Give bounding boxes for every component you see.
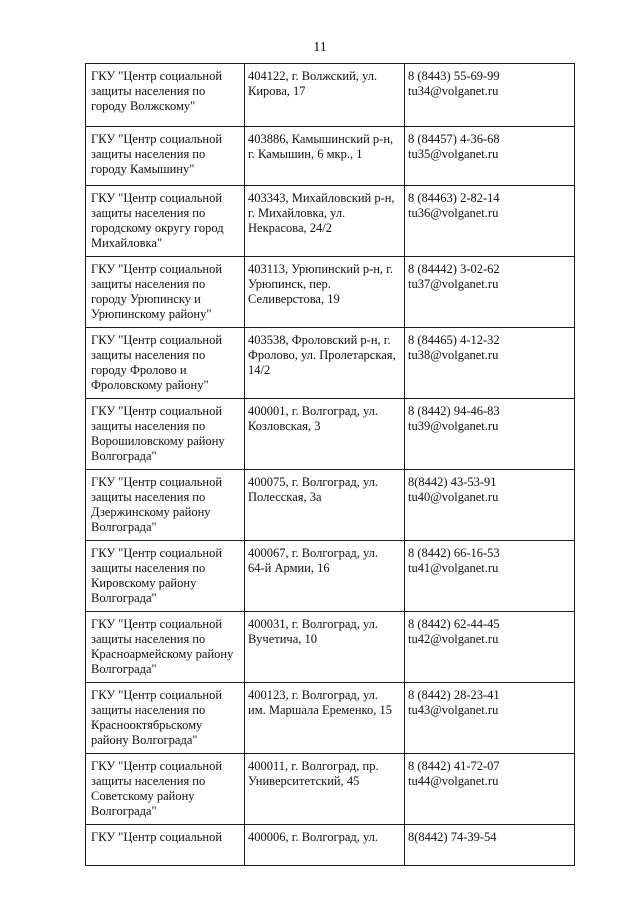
institution-name-line: Ворошиловскому району bbox=[91, 434, 225, 448]
address-line: 64-й Армии, 16 bbox=[248, 561, 330, 575]
institutions-table bbox=[85, 63, 575, 866]
contacts-cell bbox=[405, 754, 575, 825]
address-line: г. Михайловка, ул. bbox=[248, 206, 346, 220]
institution-name-line: Волгограда" bbox=[91, 449, 157, 463]
page-number: 11 bbox=[313, 40, 327, 55]
contacts-cell bbox=[405, 186, 575, 257]
address-line: 403886, Камышинский р-н, bbox=[248, 132, 394, 146]
contact-line: tu42@volganet.ru bbox=[408, 632, 499, 646]
contact-line: tu44@volganet.ru bbox=[408, 774, 499, 788]
address-line: 404122, г. Волжский, ул. bbox=[248, 69, 378, 83]
contact-line: 8 (84463) 2-82-14 bbox=[408, 191, 500, 205]
contact-line: 8(8442) 43-53-91 bbox=[408, 475, 497, 489]
address-line: 400031, г. Волгоград, ул. bbox=[248, 617, 379, 631]
institution-name-line: Краснооктябрьскому bbox=[91, 718, 203, 732]
contacts-cell bbox=[405, 825, 575, 866]
institutions-table-wrapper bbox=[85, 63, 575, 905]
address-line: 400001, г. Волгоград, ул. bbox=[248, 404, 379, 418]
institution-name-line: защиты населения по bbox=[91, 348, 206, 362]
table-row bbox=[86, 612, 575, 683]
address-cell bbox=[245, 328, 405, 399]
institution-name-line: Волгограда" bbox=[91, 804, 157, 818]
contact-line: tu38@volganet.ru bbox=[408, 348, 499, 362]
table-row bbox=[86, 64, 575, 127]
institution-name-line: защиты населения по bbox=[91, 561, 206, 575]
address-line: 400006, г. Волгоград, ул. bbox=[248, 830, 379, 844]
institution-name-cell bbox=[86, 470, 245, 541]
contact-line: 8 (8442) 62-44-45 bbox=[408, 617, 500, 631]
address-line: Полесская, 3а bbox=[248, 490, 322, 504]
institution-name-cell bbox=[86, 683, 245, 754]
contact-line: tu39@volganet.ru bbox=[408, 419, 499, 433]
institution-name-cell bbox=[86, 64, 245, 127]
institution-name-cell bbox=[86, 612, 245, 683]
contact-line: 8 (84465) 4-12-32 bbox=[408, 333, 500, 347]
address-line: Фролово, ул. Пролетарская, bbox=[248, 348, 396, 362]
address-cell bbox=[245, 64, 405, 127]
institution-name-line: защиты населения по bbox=[91, 703, 206, 717]
institution-name-line: ГКУ "Центр социальной bbox=[91, 404, 223, 418]
address-cell bbox=[245, 257, 405, 328]
institution-name-line: защиты населения по bbox=[91, 277, 206, 291]
table-row bbox=[86, 186, 575, 257]
address-cell bbox=[245, 127, 405, 186]
address-cell bbox=[245, 470, 405, 541]
address-cell bbox=[245, 399, 405, 470]
contacts-cell bbox=[405, 127, 575, 186]
contact-line: tu43@volganet.ru bbox=[408, 703, 499, 717]
contacts-cell bbox=[405, 64, 575, 127]
contact-line: tu41@volganet.ru bbox=[408, 561, 499, 575]
address-line: 403113, Урюпинский р-н, г. bbox=[248, 262, 394, 276]
institutions-table-body bbox=[86, 64, 575, 866]
institution-name-cell bbox=[86, 328, 245, 399]
institution-name-line: городу Волжскому" bbox=[91, 99, 196, 113]
institution-name-line: Волгограда" bbox=[91, 591, 157, 605]
address-cell bbox=[245, 186, 405, 257]
institution-name-cell bbox=[86, 825, 245, 866]
address-line: Урюпинск, пер. bbox=[248, 277, 331, 291]
contacts-cell bbox=[405, 399, 575, 470]
table-row bbox=[86, 470, 575, 541]
contact-line: tu36@volganet.ru bbox=[408, 206, 499, 220]
institution-name-line: защиты населения по bbox=[91, 774, 206, 788]
address-line: 403538, Фроловский р-н, г. bbox=[248, 333, 391, 347]
table-row bbox=[86, 399, 575, 470]
address-line: им. Маршала Еременко, 15 bbox=[248, 703, 392, 717]
address-cell bbox=[245, 754, 405, 825]
institution-name-line: Советскому району bbox=[91, 789, 195, 803]
institution-name-line: району Волгограда" bbox=[91, 733, 198, 747]
institution-name-line: защиты населения по bbox=[91, 84, 206, 98]
contacts-cell bbox=[405, 683, 575, 754]
address-line: 400067, г. Волгоград, ул. bbox=[248, 546, 379, 560]
institution-name-line: защиты населения по bbox=[91, 632, 206, 646]
institution-name-line: Дзержинскому району bbox=[91, 505, 211, 519]
institution-name-line: ГКУ "Центр социальной bbox=[91, 69, 223, 83]
institution-name-line: защиты населения по bbox=[91, 147, 206, 161]
institution-name-line: Красноармейскому району bbox=[91, 647, 234, 661]
address-line: 14/2 bbox=[248, 363, 271, 377]
contacts-cell bbox=[405, 257, 575, 328]
institution-name-line: ГКУ "Центр социальной bbox=[91, 262, 223, 276]
institution-name-line: защиты населения по bbox=[91, 206, 206, 220]
contact-line: 8(8442) 74-39-54 bbox=[408, 830, 497, 844]
contact-line: 8 (8442) 41-72-07 bbox=[408, 759, 500, 773]
contact-line: 8 (84442) 3-02-62 bbox=[408, 262, 500, 276]
institution-name-cell bbox=[86, 186, 245, 257]
institution-name-line: защиты населения по bbox=[91, 490, 206, 504]
institution-name-line: городу Камышину" bbox=[91, 162, 195, 176]
address-line: Вучетича, 10 bbox=[248, 632, 317, 646]
institution-name-line: ГКУ "Центр социальной bbox=[91, 830, 223, 844]
institution-name-line: ГКУ "Центр социальной bbox=[91, 333, 223, 347]
address-cell bbox=[245, 683, 405, 754]
address-line: Козловская, 3 bbox=[248, 419, 321, 433]
address-line: Некрасова, 24/2 bbox=[248, 221, 333, 235]
contact-line: tu35@volganet.ru bbox=[408, 147, 499, 161]
contact-line: 8 (8443) 55-69-99 bbox=[408, 69, 500, 83]
contact-line: 8 (8442) 94-46-83 bbox=[408, 404, 500, 418]
address-line: 400075, г. Волгоград, ул. bbox=[248, 475, 379, 489]
institution-name-line: ГКУ "Центр социальной bbox=[91, 688, 223, 702]
contact-line: 8 (8442) 66-16-53 bbox=[408, 546, 500, 560]
address-cell bbox=[245, 825, 405, 866]
institution-name-line: защиты населения по bbox=[91, 419, 206, 433]
address-line: 403343, Михайловский р-н, bbox=[248, 191, 395, 205]
address-line: Селиверстова, 19 bbox=[248, 292, 340, 306]
address-line: г. Камышин, 6 мкр., 1 bbox=[248, 147, 363, 161]
institution-name-cell bbox=[86, 754, 245, 825]
institution-name-line: ГКУ "Центр социальной bbox=[91, 475, 223, 489]
contacts-cell bbox=[405, 541, 575, 612]
address-line: Кирова, 17 bbox=[248, 84, 306, 98]
table-row bbox=[86, 257, 575, 328]
institution-name-line: ГКУ "Центр социальной bbox=[91, 546, 223, 560]
address-cell bbox=[245, 541, 405, 612]
address-line: 400123, г. Волгоград, ул. bbox=[248, 688, 379, 702]
table-row bbox=[86, 825, 575, 866]
table-row bbox=[86, 541, 575, 612]
institution-name-cell bbox=[86, 127, 245, 186]
address-cell bbox=[245, 612, 405, 683]
contact-line: tu40@volganet.ru bbox=[408, 490, 499, 504]
table-row bbox=[86, 754, 575, 825]
institution-name-line: ГКУ "Центр социальной bbox=[91, 191, 223, 205]
institution-name-line: ГКУ "Центр социальной bbox=[91, 617, 223, 631]
institution-name-line: городскому округу город bbox=[91, 221, 224, 235]
contact-line: 8 (8442) 28-23-41 bbox=[408, 688, 500, 702]
institution-name-line: городу Урюпинску и bbox=[91, 292, 201, 306]
table-row bbox=[86, 127, 575, 186]
contact-line: tu34@volganet.ru bbox=[408, 84, 499, 98]
institution-name-line: ГКУ "Центр социальной bbox=[91, 759, 223, 773]
institution-name-line: Волгограда" bbox=[91, 662, 157, 676]
institution-name-cell bbox=[86, 257, 245, 328]
institution-name-line: ГКУ "Центр социальной bbox=[91, 132, 223, 146]
contact-line: tu37@volganet.ru bbox=[408, 277, 499, 291]
institution-name-line: Фроловскому району" bbox=[91, 378, 209, 392]
institution-name-line: городу Фролово и bbox=[91, 363, 187, 377]
table-row bbox=[86, 683, 575, 754]
contacts-cell bbox=[405, 470, 575, 541]
institution-name-line: Волгограда" bbox=[91, 520, 157, 534]
contacts-cell bbox=[405, 612, 575, 683]
institution-name-cell bbox=[86, 399, 245, 470]
institution-name-line: Кировскому району bbox=[91, 576, 197, 590]
contact-line: 8 (84457) 4-36-68 bbox=[408, 132, 500, 146]
institution-name-line: Урюпинскому району" bbox=[91, 307, 212, 321]
institution-name-line: Михайловка" bbox=[91, 236, 163, 250]
table-row bbox=[86, 328, 575, 399]
contacts-cell bbox=[405, 328, 575, 399]
address-line: Университетский, 45 bbox=[248, 774, 360, 788]
address-line: 400011, г. Волгоград, пр. bbox=[248, 759, 379, 773]
institution-name-cell bbox=[86, 541, 245, 612]
